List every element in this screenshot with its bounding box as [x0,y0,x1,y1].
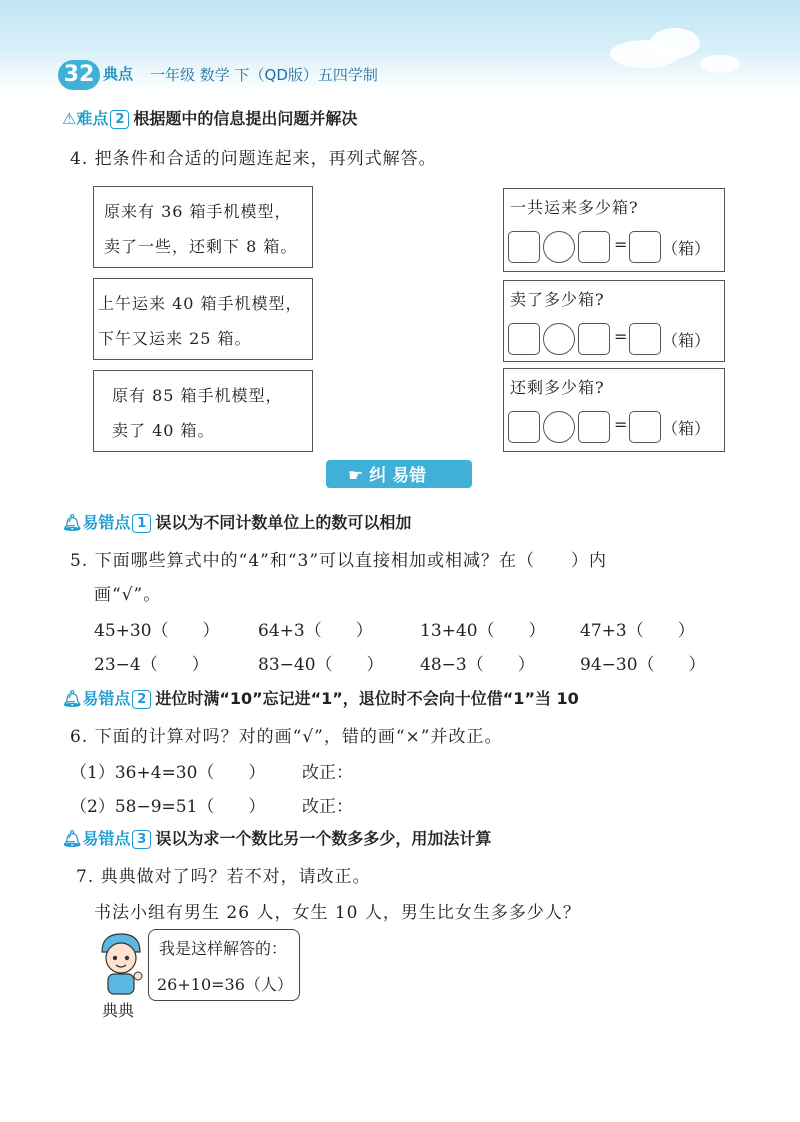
q5-item[interactable]: 47+3（ ） [580,621,695,641]
equals-sign: = [614,235,628,254]
question-text: 还剩多少箱? [510,378,605,397]
answer-box[interactable] [578,411,610,443]
bubble-line-2: 26+10=36（人） [157,975,293,994]
q7-problem: 书法小组有男生 26 人，女生 10 人，男生比女生多多少人？ [94,903,581,923]
difficulty-heading [62,106,357,129]
q6-item-expr[interactable]: （1）36+4=30（ ） [70,763,266,783]
banner-label: 纠 易错 [369,466,427,486]
condition-box-3[interactable] [93,370,313,452]
banner-text [348,461,426,486]
bell-icon: 🔔︎ [62,689,83,708]
unit-label: （箱） [662,239,711,258]
page-number: 32 [58,60,100,90]
q5-item[interactable]: 13+40（ ） [420,621,546,641]
equals-sign: = [614,415,628,434]
q7-prompt: 7. 典典做对了吗？若不对，请改正。 [76,867,371,887]
pointing-hand-icon: ☛ [348,466,364,486]
error-label: 易错点 [82,829,131,848]
question-box-1[interactable] [503,188,725,272]
q5-prompt-line1: 5. 下面哪些算式中的“4”和“3”可以直接相加或相减？在（ ）内 [70,551,608,571]
error-text: 进位时满“10”忘记进“1”，退位时不会向十位借“1”当 10 [155,689,579,708]
error-number: 1 [132,514,151,533]
error-point-heading-3 [62,826,491,849]
error-number: 2 [132,690,151,709]
bell-icon: 🔔︎ [62,829,83,848]
condition-box-2[interactable] [93,278,313,360]
cloud-decoration [650,28,700,58]
answer-box[interactable] [629,231,661,263]
operator-circle[interactable] [543,411,575,443]
brand-logo: 典点 [103,65,134,83]
answer-box[interactable] [508,231,540,263]
q4-prompt: 4. 把条件和合适的问题连起来，再列式解答。 [70,149,437,169]
q5-item[interactable]: 45+30（ ） [94,621,220,641]
answer-box[interactable] [578,323,610,355]
condition-line: 原来有 36 箱手机模型， [104,202,292,221]
operator-circle[interactable] [543,323,575,355]
error-number: 3 [132,830,151,849]
error-text: 误以为不同计数单位上的数可以相加 [155,513,412,532]
speech-bubble [148,929,300,1001]
q6-prompt: 6. 下面的计算对吗？对的画“√”，错的画“×”并改正。 [70,727,503,747]
equals-sign: = [614,327,628,346]
error-point-heading-2 [62,686,579,709]
answer-box[interactable] [629,323,661,355]
warning-icon: ⚠ [62,109,77,128]
q5-item[interactable]: 64+3（ ） [258,621,373,641]
condition-line: 卖了一些，还剩下 8 箱。 [104,237,298,256]
condition-box-1[interactable] [93,186,313,268]
answer-box[interactable] [578,231,610,263]
answer-box[interactable] [629,411,661,443]
unit-label: （箱） [662,419,711,438]
error-point-heading-1 [62,510,411,533]
question-text: 一共运来多少箱? [510,198,639,217]
difficulty-text: 根据题中的信息提出问题并解决 [133,109,358,128]
student-character-icon [94,930,148,996]
q5-item[interactable]: 23−4（ ） [94,655,209,675]
q5-item[interactable]: 94−30（ ） [580,655,706,675]
error-label: 易错点 [82,689,131,708]
error-label: 易错点 [82,513,131,532]
operator-circle[interactable] [543,231,575,263]
q6-item-fix[interactable]: 改正： [302,763,353,783]
q5-prompt-line2: 画“√”。 [94,585,162,605]
unit-label: （箱） [662,331,711,350]
cloud-decoration [700,55,740,73]
book-title: 一年级 数学 下（QD版）五四学制 [150,66,378,84]
difficulty-number: 2 [110,110,129,129]
difficulty-label: 难点 [76,109,109,128]
condition-line: 原有 85 箱手机模型， [112,386,283,405]
condition-line: 卖了 40 箱。 [112,421,215,440]
bubble-line-1: 我是这样解答的： [159,939,288,958]
q5-item[interactable]: 48−3（ ） [420,655,535,675]
question-text: 卖了多少箱? [510,290,605,309]
question-box-3[interactable] [503,368,725,452]
bell-icon: 🔔︎ [62,513,83,532]
condition-line: 上午运来 40 箱手机模型， [98,294,303,313]
q6-item-fix[interactable]: 改正： [302,797,353,817]
error-text: 误以为求一个数比另一个数多多少，用加法计算 [155,829,492,848]
q6-item-expr[interactable]: （2）58−9=51（ ） [70,797,266,817]
answer-box[interactable] [508,411,540,443]
answer-box[interactable] [508,323,540,355]
q5-item[interactable]: 83−40（ ） [258,655,384,675]
question-box-2[interactable] [503,280,725,362]
condition-line: 下午又运来 25 箱。 [98,329,252,348]
character-name: 典典 [102,1001,135,1020]
